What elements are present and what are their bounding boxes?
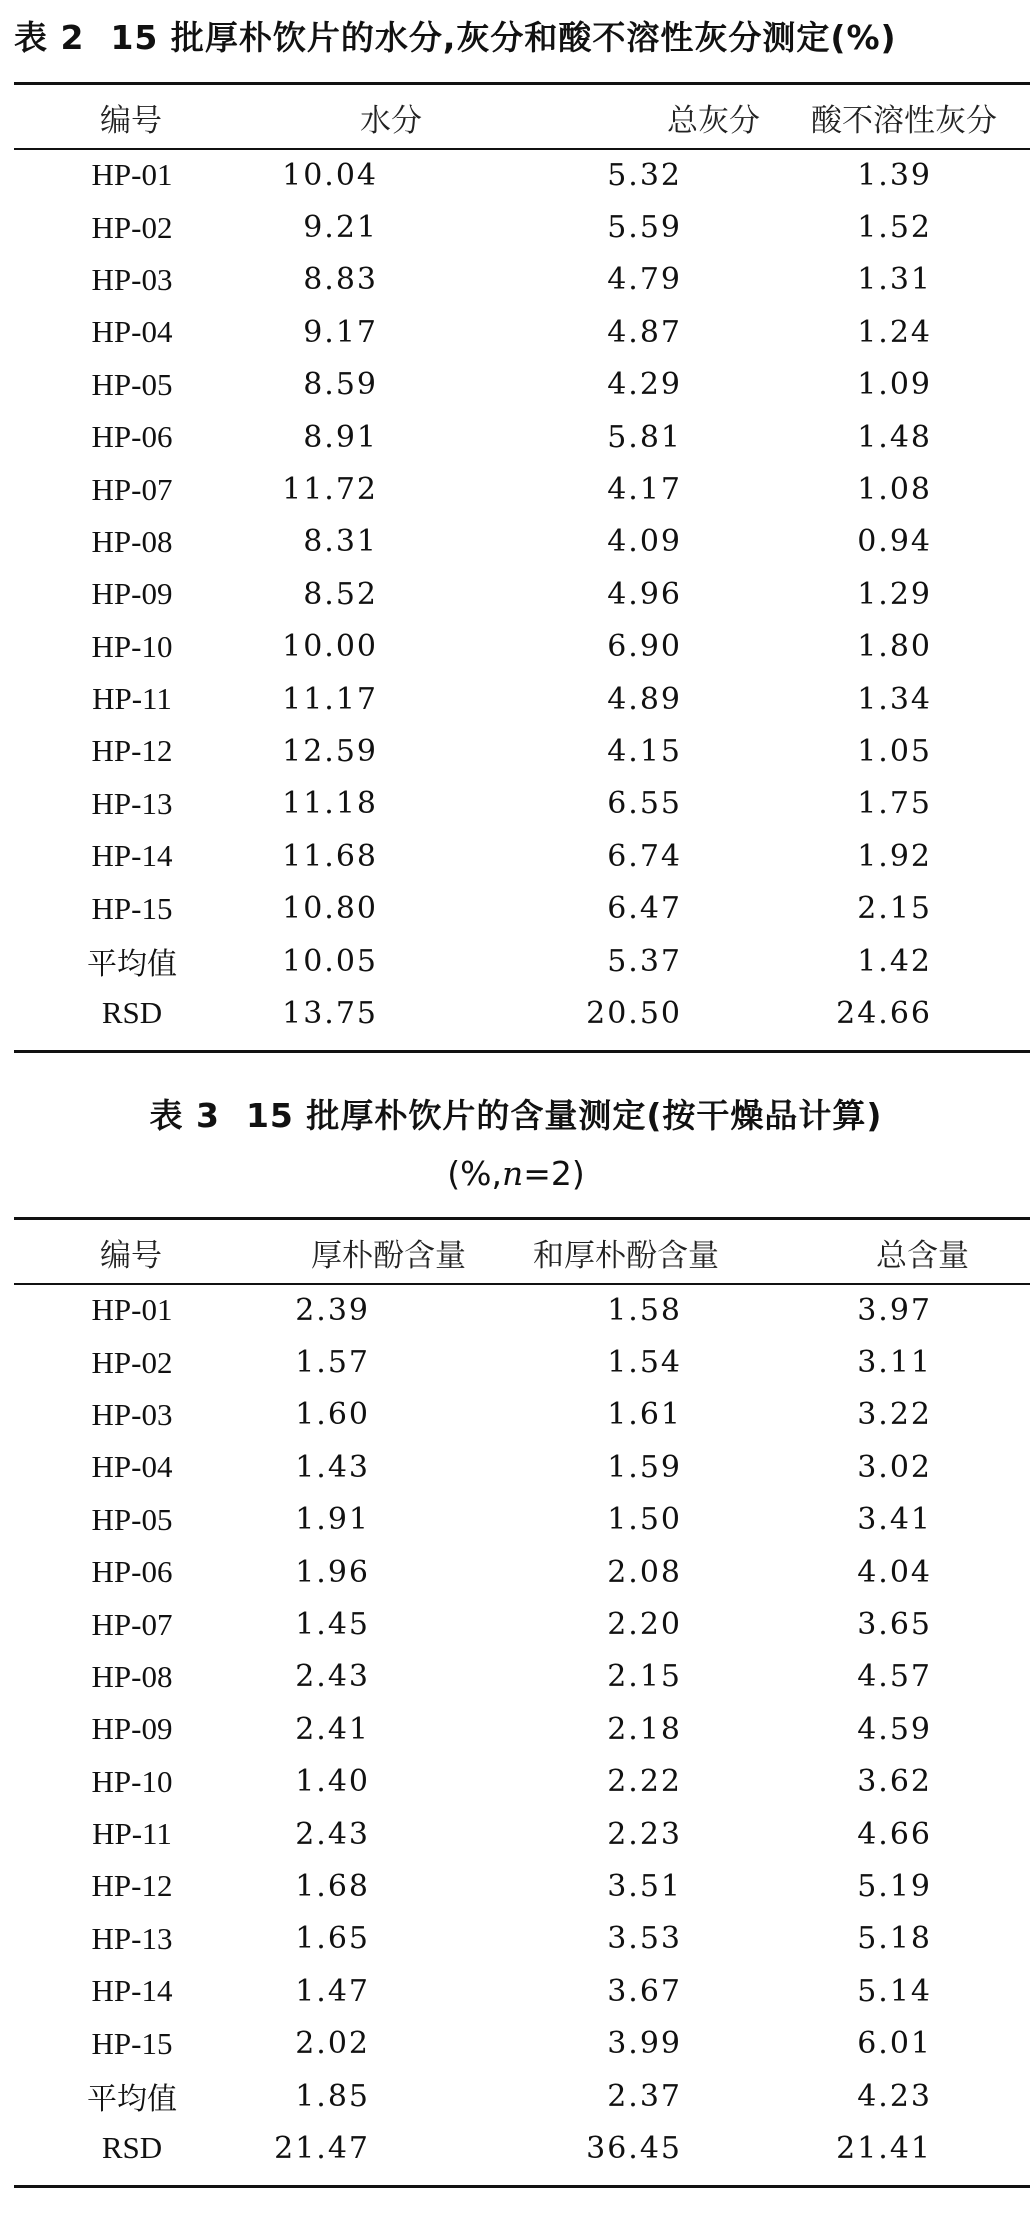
table-cell-value: 4.17 bbox=[607, 472, 682, 508]
table-cell-value: 1.45 bbox=[295, 1607, 370, 1643]
table-cell-value: 2.41 bbox=[295, 1711, 370, 1747]
table-cell-id: 平均值 bbox=[87, 947, 177, 983]
table-row bbox=[14, 673, 1030, 725]
table-cell-id: HP-11 bbox=[92, 1816, 172, 1852]
table2 bbox=[14, 85, 1030, 1040]
table-cell-id: HP-05 bbox=[91, 366, 173, 402]
table-cell-value: 2.15 bbox=[857, 891, 932, 927]
table-cell-value: 1.42 bbox=[857, 943, 932, 979]
table-cell-value: 1.75 bbox=[857, 786, 932, 822]
table-cell-value: 4.09 bbox=[607, 524, 682, 560]
table3-body bbox=[14, 1284, 1030, 2175]
table-cell-value: 3.97 bbox=[857, 1292, 932, 1328]
table-cell-value: 1.34 bbox=[857, 681, 932, 717]
table3-subtitle bbox=[0, 1152, 1032, 1196]
table-cell-value: 11.72 bbox=[282, 472, 378, 508]
table-cell-value: 2.43 bbox=[295, 1659, 370, 1695]
table-cell-value: 3.11 bbox=[857, 1345, 932, 1381]
table-row bbox=[14, 1284, 1030, 1336]
table-cell-id: HP-05 bbox=[91, 1501, 173, 1537]
table-cell-value: 8.83 bbox=[303, 262, 378, 298]
table-cell-value: 1.08 bbox=[857, 472, 932, 508]
table-cell-id: HP-01 bbox=[91, 1292, 173, 1328]
table-cell-value: 1.47 bbox=[295, 1973, 370, 2009]
table-cell-value: 2.15 bbox=[607, 1659, 682, 1695]
table2-bottom-rule bbox=[14, 1050, 1030, 1053]
table-row bbox=[14, 2070, 1030, 2122]
table-cell-value: 2.18 bbox=[607, 1711, 682, 1747]
table-row bbox=[14, 1336, 1030, 1388]
table-cell-value: 1.29 bbox=[857, 576, 932, 612]
table-cell-id: HP-07 bbox=[91, 471, 173, 507]
table-cell-id: HP-13 bbox=[91, 1920, 173, 1956]
table-cell-value: 1.85 bbox=[295, 2078, 370, 2114]
table-cell-id: HP-10 bbox=[91, 1763, 173, 1799]
table-cell-value: 5.81 bbox=[607, 419, 682, 455]
table-row bbox=[14, 1756, 1030, 1808]
table-cell-value: 2.39 bbox=[295, 1292, 370, 1328]
table-cell-id: HP-04 bbox=[91, 314, 173, 350]
table-cell-value: 6.90 bbox=[607, 629, 682, 665]
table-cell-id: HP-07 bbox=[91, 1606, 173, 1642]
table-cell-value: 5.32 bbox=[607, 157, 682, 193]
table-row bbox=[14, 882, 1030, 934]
table-cell-value: 1.68 bbox=[295, 1868, 370, 1904]
table-cell-value: 3.67 bbox=[607, 1973, 682, 2009]
table-cell-value: 8.31 bbox=[303, 524, 378, 560]
table-row bbox=[14, 1494, 1030, 1546]
table-cell-value: 2.22 bbox=[607, 1764, 682, 1800]
table-cell-id: HP-03 bbox=[91, 261, 173, 297]
table-cell-value: 1.61 bbox=[607, 1397, 682, 1433]
table-cell-value: 6.55 bbox=[607, 786, 682, 822]
table-cell-value: 5.18 bbox=[857, 1921, 932, 1957]
table-cell-value: 1.80 bbox=[857, 629, 932, 665]
table-cell-value: 1.50 bbox=[607, 1502, 682, 1538]
table-cell-value: 1.54 bbox=[607, 1345, 682, 1381]
table-cell-value: 10.04 bbox=[282, 157, 378, 193]
table-cell-value: 6.47 bbox=[607, 891, 682, 927]
table-row bbox=[14, 621, 1030, 673]
table-cell-value: 10.00 bbox=[282, 629, 378, 665]
table-row bbox=[14, 830, 1030, 882]
table-cell-value: 6.01 bbox=[857, 2026, 932, 2062]
table-cell-value: 21.41 bbox=[836, 2130, 932, 2166]
table-cell-value: 1.39 bbox=[857, 157, 932, 193]
table-cell-id: HP-14 bbox=[91, 1973, 173, 2009]
table-cell-value: 1.92 bbox=[857, 838, 932, 874]
table-cell-value: 1.91 bbox=[295, 1502, 370, 1538]
table-cell-value: 4.23 bbox=[857, 2078, 932, 2114]
table-row bbox=[14, 1913, 1030, 1965]
table-cell-value: 4.96 bbox=[607, 576, 682, 612]
table2-header-id: 编号 bbox=[100, 102, 162, 139]
table-cell-value: 1.48 bbox=[857, 419, 932, 455]
table-cell-value: 4.89 bbox=[607, 681, 682, 717]
table-cell-value: 8.91 bbox=[303, 419, 378, 455]
table-cell-value: 0.94 bbox=[857, 524, 932, 560]
table-row bbox=[14, 1389, 1030, 1441]
table-row bbox=[14, 2122, 1030, 2174]
table-cell-id: HP-13 bbox=[91, 785, 173, 821]
table-row bbox=[14, 463, 1030, 515]
table-cell-value: 3.51 bbox=[607, 1868, 682, 1904]
table-cell-id: HP-09 bbox=[91, 1711, 173, 1747]
table3-subtitle-prefix: (%, bbox=[447, 1154, 502, 1193]
table-cell-value: 10.80 bbox=[282, 891, 378, 927]
table-cell-id: HP-11 bbox=[92, 681, 172, 717]
table-cell-value: 4.15 bbox=[607, 733, 682, 769]
table-cell-value: 2.23 bbox=[607, 1816, 682, 1852]
table-cell-value: 5.14 bbox=[857, 1973, 932, 2009]
table-cell-value: 4.79 bbox=[607, 262, 682, 298]
table-cell-value: 1.52 bbox=[857, 210, 932, 246]
table-row bbox=[14, 1860, 1030, 1912]
table-row bbox=[14, 254, 1030, 306]
table-row bbox=[14, 1441, 1030, 1493]
table-cell-id: HP-12 bbox=[91, 1868, 173, 1904]
table-cell-value: 5.19 bbox=[857, 1868, 932, 1904]
table-cell-value: 1.57 bbox=[295, 1345, 370, 1381]
table3-caption bbox=[0, 1094, 1032, 1138]
table-row bbox=[14, 1965, 1030, 2017]
table-cell-id: 平均值 bbox=[87, 2082, 177, 2118]
table-cell-id: HP-15 bbox=[91, 2025, 173, 2061]
table3-title: 15 批厚朴饮片的含量测定(按干燥品计算) bbox=[245, 1096, 883, 1135]
table2-label: 表 2 bbox=[14, 18, 85, 57]
table-cell-id: HP-06 bbox=[91, 419, 173, 455]
table-cell-value: 2.08 bbox=[607, 1554, 682, 1590]
table-cell-value: 1.05 bbox=[857, 733, 932, 769]
table-cell-id: HP-01 bbox=[91, 157, 173, 193]
table-cell-value: 4.59 bbox=[857, 1711, 932, 1747]
table3-subtitle-n: n bbox=[501, 1154, 524, 1193]
table-cell-value: 6.74 bbox=[607, 838, 682, 874]
table-row bbox=[14, 411, 1030, 463]
table-cell-value: 4.66 bbox=[857, 1816, 932, 1852]
table-cell-value: 3.62 bbox=[857, 1764, 932, 1800]
table-row bbox=[14, 1808, 1030, 1860]
table-cell-id: HP-04 bbox=[91, 1449, 173, 1485]
table-cell-value: 13.75 bbox=[282, 995, 378, 1031]
table-cell-value: 2.37 bbox=[607, 2078, 682, 2114]
table-cell-value: 11.18 bbox=[282, 786, 378, 822]
table-cell-id: HP-02 bbox=[91, 209, 173, 245]
table-cell-value: 2.02 bbox=[295, 2026, 370, 2062]
table-cell-value: 1.09 bbox=[857, 367, 932, 403]
table3-label: 表 3 bbox=[149, 1096, 220, 1135]
table-cell-value: 9.21 bbox=[303, 210, 378, 246]
table-row bbox=[14, 359, 1030, 411]
table-cell-value: 3.02 bbox=[857, 1449, 932, 1485]
table-row bbox=[14, 1703, 1030, 1755]
table-cell-value: 1.31 bbox=[857, 262, 932, 298]
table2-caption bbox=[14, 16, 1032, 60]
table-cell-id: HP-03 bbox=[91, 1396, 173, 1432]
table-cell-id: HP-12 bbox=[91, 733, 173, 769]
table-row bbox=[14, 1546, 1030, 1598]
table-cell-value: 20.50 bbox=[586, 995, 682, 1031]
table-row bbox=[14, 1598, 1030, 1650]
table2-body bbox=[14, 149, 1030, 1040]
table3-header-row bbox=[14, 1220, 1030, 1284]
table-cell-value: 3.65 bbox=[857, 1607, 932, 1643]
table-cell-value: 1.96 bbox=[295, 1554, 370, 1590]
table2-header-total-ash: 总灰分 bbox=[667, 102, 760, 139]
table-cell-value: 24.66 bbox=[836, 995, 932, 1031]
table-cell-id: HP-14 bbox=[91, 838, 173, 874]
table3-header-id: 编号 bbox=[100, 1237, 162, 1274]
table-cell-value: 4.04 bbox=[857, 1554, 932, 1590]
table-cell-id: HP-06 bbox=[91, 1554, 173, 1590]
table3-subtitle-suffix: =2) bbox=[523, 1154, 585, 1193]
table-cell-value: 5.59 bbox=[607, 210, 682, 246]
table-row bbox=[14, 149, 1030, 201]
table-cell-value: 8.52 bbox=[303, 576, 378, 612]
table3-header-magnolol: 厚朴酚含量 bbox=[311, 1237, 466, 1274]
table-row bbox=[14, 201, 1030, 253]
table-cell-id: RSD bbox=[101, 995, 163, 1031]
table3-bottom-rule bbox=[14, 2185, 1030, 2188]
table3 bbox=[14, 1220, 1030, 2175]
table-cell-value: 8.59 bbox=[303, 367, 378, 403]
table-cell-value: 4.87 bbox=[607, 314, 682, 350]
table2-header-row bbox=[14, 85, 1030, 149]
table-cell-value: 1.40 bbox=[295, 1764, 370, 1800]
table-cell-id: HP-08 bbox=[91, 523, 173, 559]
table-cell-value: 1.65 bbox=[295, 1921, 370, 1957]
table-cell-id: HP-08 bbox=[91, 1658, 173, 1694]
table-row bbox=[14, 306, 1030, 358]
table-cell-value: 3.99 bbox=[607, 2026, 682, 2062]
table-cell-id: RSD bbox=[101, 2130, 163, 2166]
table-cell-value: 5.37 bbox=[607, 943, 682, 979]
table-cell-value: 21.47 bbox=[274, 2130, 370, 2166]
table-cell-value: 11.68 bbox=[282, 838, 378, 874]
table-row bbox=[14, 725, 1030, 777]
table-cell-value: 4.57 bbox=[857, 1659, 932, 1695]
table-cell-id: HP-15 bbox=[91, 890, 173, 926]
table-cell-value: 1.60 bbox=[295, 1397, 370, 1433]
table-cell-value: 1.43 bbox=[295, 1449, 370, 1485]
table-cell-value: 1.24 bbox=[857, 314, 932, 350]
table-cell-id: HP-10 bbox=[91, 628, 173, 664]
table-cell-value: 11.17 bbox=[282, 681, 378, 717]
table-cell-value: 1.59 bbox=[607, 1449, 682, 1485]
table-row bbox=[14, 935, 1030, 987]
table3-header-honokiol: 和厚朴酚含量 bbox=[533, 1237, 719, 1274]
table2-header-moisture: 水分 bbox=[360, 102, 422, 139]
table-cell-value: 1.58 bbox=[607, 1292, 682, 1328]
table-cell-value: 4.29 bbox=[607, 367, 682, 403]
table-cell-value: 2.20 bbox=[607, 1607, 682, 1643]
table-row bbox=[14, 778, 1030, 830]
table3-header-total-content: 总含量 bbox=[876, 1237, 969, 1274]
table-row bbox=[14, 1651, 1030, 1703]
table-cell-value: 3.22 bbox=[857, 1397, 932, 1433]
table-row bbox=[14, 987, 1030, 1039]
table-cell-value: 36.45 bbox=[586, 2130, 682, 2166]
table-cell-id: HP-09 bbox=[91, 576, 173, 612]
table-cell-value: 12.59 bbox=[282, 733, 378, 769]
table-cell-value: 3.41 bbox=[857, 1502, 932, 1538]
table-cell-value: 10.05 bbox=[282, 943, 378, 979]
table2-header-acid-insoluble-ash: 酸不溶性灰分 bbox=[811, 102, 997, 139]
table-row bbox=[14, 516, 1030, 568]
table-cell-value: 2.43 bbox=[295, 1816, 370, 1852]
table-row bbox=[14, 2017, 1030, 2069]
table-cell-id: HP-02 bbox=[91, 1344, 173, 1380]
table-cell-value: 9.17 bbox=[303, 314, 378, 350]
table2-title: 15 批厚朴饮片的水分,灰分和酸不溶性灰分测定(%) bbox=[110, 18, 897, 57]
table-row bbox=[14, 568, 1030, 620]
table-cell-value: 3.53 bbox=[607, 1921, 682, 1957]
